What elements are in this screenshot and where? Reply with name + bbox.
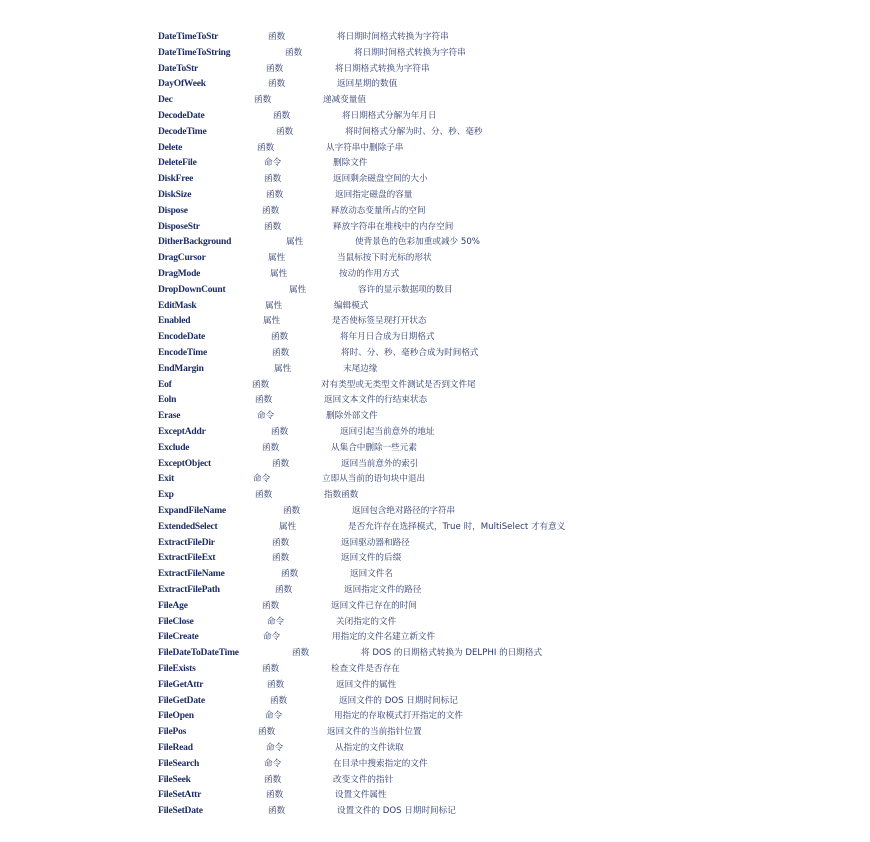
entry-description: 容许的显示数据项的数目 [358, 284, 453, 295]
entry-name: FileGetDate [158, 695, 205, 706]
entry-description: 关闭指定的文件 [336, 616, 397, 627]
entry-description: 将日期时间格式转换为字符串 [354, 47, 466, 58]
entry-kind: 函数 [266, 190, 284, 200]
entry-description: 返回文件的当前指针位置 [327, 727, 422, 738]
entry-kind: 函数 [276, 126, 294, 137]
entry-kind: 函数 [271, 332, 289, 343]
entry-description: 改变文件的指针 [333, 774, 394, 785]
entry-description: 返回文件名 [350, 569, 393, 580]
entry-kind: 属性 [268, 253, 286, 264]
entry-name: DiskFree [158, 174, 194, 185]
entry-name: Dispose [158, 205, 188, 216]
entry-name: Eoln [158, 395, 177, 406]
entry-name: FileSetAttr [158, 790, 202, 801]
entry-kind: 函数 [268, 79, 286, 90]
entry-kind: 函数 [272, 458, 290, 469]
entry-kind: 函数 [255, 395, 273, 406]
entry-description: 返回文件的 DOS 日期时间标记 [339, 695, 458, 706]
entry-description: 返回星期的数值 [337, 79, 398, 90]
entry-kind: 函数 [275, 585, 293, 595]
entry-name: EncodeDate [158, 332, 206, 343]
entry-description: 将时间格式分解为时、分、秒、毫秒 [345, 126, 483, 137]
entry-kind: 函数 [267, 679, 285, 690]
entry-name: DisposeStr [158, 221, 200, 232]
entry-name: Exclude [158, 442, 190, 453]
entry-kind: 函数 [264, 174, 282, 185]
entry-kind: 函数 [270, 695, 288, 706]
entry-name: FileCreate [158, 632, 199, 643]
entry-kind: 函数 [272, 537, 290, 548]
entry-description: 返回驱动器和路径 [341, 537, 410, 548]
entry-name: DecodeTime [158, 126, 207, 137]
entry-kind: 命令 [265, 711, 283, 722]
entry-description: 编辑模式 [334, 300, 369, 311]
entry-kind: 函数 [264, 221, 282, 232]
entry-kind: 函数 [266, 790, 284, 801]
entry-description: 返回引起当前意外的地址 [340, 427, 435, 437]
entry-kind: 命令 [267, 616, 285, 627]
entry-description: 使背景色的色彩加重或减少 50% [355, 237, 480, 248]
entry-name: DateTimeToStr [158, 32, 219, 42]
entry-description: 用指定的文件名建立新文件 [332, 632, 436, 643]
entry-kind: 函数 [268, 806, 286, 817]
entry-description: 将日期格式转换为字符串 [335, 63, 430, 74]
entry-kind: 函数 [262, 442, 280, 453]
entry-kind: 属性 [279, 521, 297, 532]
entry-kind: 命令 [264, 758, 282, 769]
entry-name: DeleteFile [158, 158, 197, 169]
entry-kind: 属性 [270, 269, 288, 279]
entry-name: ExtractFilePath [158, 585, 220, 595]
entry-name: DayOfWeek [158, 79, 206, 90]
entry-kind: 命令 [264, 158, 282, 169]
entry-name: FileSetDate [158, 806, 203, 817]
entry-name: Exit [158, 474, 175, 485]
document-page [146, 18, 646, 818]
entry-name: DragCursor [158, 253, 206, 264]
entry-name: FileDateToDateTime [158, 648, 239, 659]
entry-description: 设置文件属性 [335, 790, 387, 801]
entry-kind: 函数 [272, 553, 290, 564]
entry-name: Delete [158, 142, 183, 153]
entry-description: 将日期时间格式转换为字符串 [337, 32, 449, 42]
entry-name: FileRead [158, 743, 193, 753]
entry-kind: 命令 [253, 474, 271, 485]
entry-description: 返回指定文件的路径 [344, 585, 422, 595]
entry-description: 立即从当前的语句块中退出 [322, 474, 426, 485]
entry-description: 释放动态变量所占的空间 [331, 205, 426, 216]
entry-description: 从指定的文件读取 [335, 743, 404, 753]
entry-name: ExceptAddr [158, 427, 206, 437]
entry-name: ExtendedSelect [158, 521, 218, 532]
entry-kind: 函数 [258, 727, 276, 738]
entry-description: 从字符串中删除子串 [326, 142, 404, 153]
entry-description: 指数函数 [324, 490, 359, 501]
entry-description: 返回包含绝对路径的字符串 [352, 506, 456, 516]
entry-name: Erase [158, 411, 181, 422]
entry-name: ExpandFileName [158, 506, 226, 516]
entry-kind: 函数 [262, 664, 280, 674]
entry-description: 将日期格式分解为年月日 [342, 111, 437, 121]
entry-name: DragMode [158, 269, 201, 279]
entry-description: 当鼠标按下时光标的形状 [337, 253, 432, 264]
entry-description: 是否使标签呈现打开状态 [332, 316, 427, 327]
entry-description: 将年月日合成为日期格式 [340, 332, 435, 343]
entry-name: ExtractFileExt [158, 553, 216, 564]
entry-kind: 属性 [289, 284, 307, 295]
entry-name: FileGetAttr [158, 679, 204, 690]
entry-kind: 函数 [254, 95, 272, 106]
entry-description: 将时、分、秒、毫秒合成为时间格式 [341, 348, 479, 358]
entry-kind: 函数 [264, 774, 282, 785]
entry-name: FileExists [158, 664, 196, 674]
entry-name: EndMargin [158, 363, 204, 374]
entry-name: Enabled [158, 316, 191, 327]
entry-name: ExtractFileDir [158, 537, 215, 548]
entry-name: Dec [158, 95, 173, 106]
entry-kind: 函数 [281, 569, 299, 580]
entry-kind: 函数 [272, 348, 290, 358]
entry-kind: 命令 [257, 411, 275, 422]
entry-kind: 函数 [257, 142, 275, 153]
entry-name: ExtractFileName [158, 569, 225, 580]
entry-description: 删除外部文件 [326, 411, 378, 422]
entry-description: 删除文件 [333, 158, 368, 169]
entry-kind: 属性 [286, 237, 304, 248]
entry-name: DateToStr [158, 63, 199, 74]
entry-description: 返回文本文件的行结束状态 [324, 395, 428, 406]
entry-kind: 函数 [252, 379, 270, 390]
entry-name: FileClose [158, 616, 194, 627]
entry-description: 释放字符串在堆栈中的内存空间 [333, 221, 454, 232]
entry-kind: 函数 [262, 205, 280, 216]
entry-name: EncodeTime [158, 348, 208, 358]
entry-description: 末尾边缘 [343, 363, 378, 374]
entry-name: Exp [158, 490, 174, 501]
entry-name: FileOpen [158, 711, 194, 722]
entry-description: 设置文件的 DOS 日期时间标记 [337, 806, 456, 817]
entry-kind: 函数 [262, 600, 280, 611]
entry-name: FileSeek [158, 774, 191, 785]
entry-description: 是否允许存在选择模式，True 时，MultiSelect 才有意义 [348, 521, 566, 532]
entry-description: 返回当前意外的索引 [341, 458, 419, 469]
entry-kind: 函数 [268, 32, 286, 42]
entry-name: ExceptObject [158, 458, 211, 469]
entry-name: DateTimeToString [158, 47, 231, 58]
entry-name: DecodeDate [158, 111, 205, 121]
entry-description: 将 DOS 的日期格式转换为 DELPHI 的日期格式 [361, 648, 543, 659]
entry-description: 递减变量值 [323, 95, 366, 106]
entry-description: 对有类型或无类型文件测试是否到文件尾 [321, 379, 476, 390]
entry-kind: 函数 [283, 506, 301, 516]
entry-description: 用指定的存取模式打开指定的文件 [334, 711, 463, 722]
entry-kind: 命令 [266, 743, 284, 753]
entry-kind: 函数 [285, 47, 303, 58]
entry-name: DiskSize [158, 190, 192, 200]
entry-name: FilePos [158, 727, 187, 738]
entry-kind: 函数 [292, 648, 310, 659]
entry-description: 在目录中搜索指定的文件 [333, 758, 428, 769]
entry-kind: 函数 [271, 427, 289, 437]
entry-description: 检查文件是否存在 [331, 664, 400, 674]
entry-description: 返回指定磁盘的容量 [335, 190, 413, 200]
entry-description: 返回文件的后缀 [341, 553, 402, 564]
entry-description: 返回文件已存在的时间 [331, 600, 417, 611]
entry-name: FileSearch [158, 758, 200, 769]
entry-name: FileAge [158, 600, 188, 611]
entry-kind: 属性 [274, 363, 292, 374]
entry-kind: 命令 [263, 632, 281, 643]
entry-kind: 函数 [266, 63, 284, 74]
entry-name: DropDownCount [158, 284, 226, 295]
entry-name: Eof [158, 379, 172, 390]
entry-description: 按动的作用方式 [339, 269, 400, 279]
entry-description: 返回剩余磁盘空间的大小 [333, 174, 428, 185]
entry-name: DitherBackground [158, 237, 232, 248]
entry-kind: 函数 [273, 111, 291, 121]
entry-kind: 函数 [255, 490, 273, 501]
entry-kind: 属性 [263, 316, 281, 327]
entry-description: 返回文件的属性 [336, 679, 397, 690]
entry-kind: 属性 [265, 300, 283, 311]
entry-description: 从集合中删除一些元素 [331, 442, 417, 453]
entry-name: EditMask [158, 300, 197, 311]
